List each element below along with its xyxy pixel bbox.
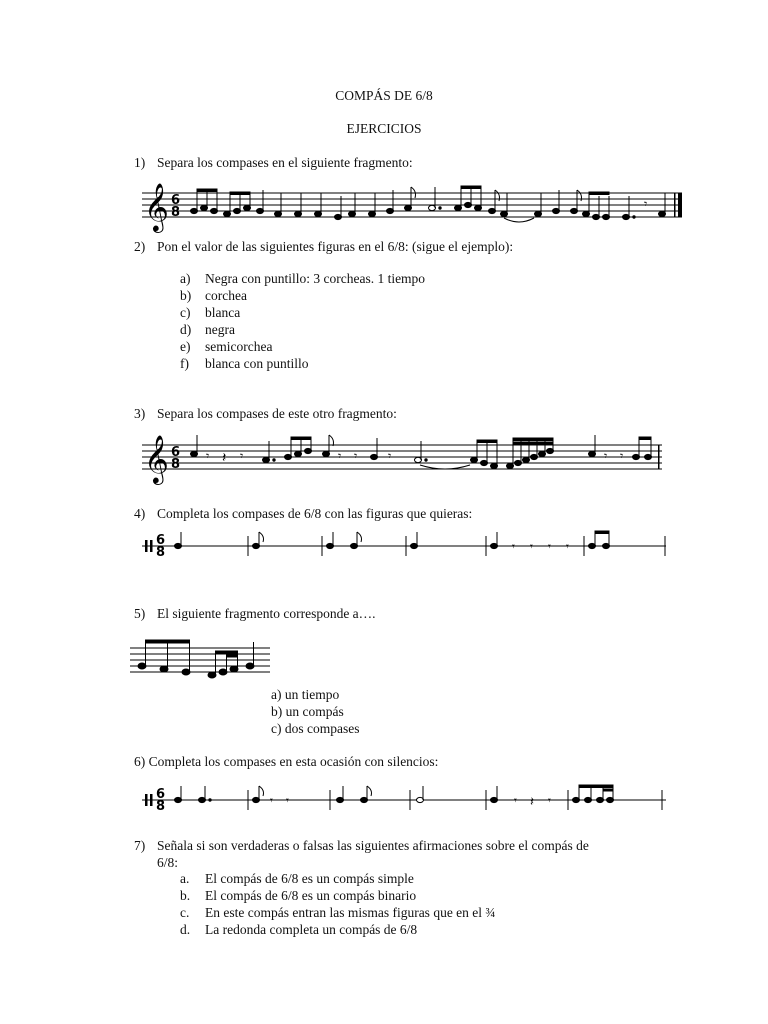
final-barline — [658, 445, 660, 469]
ex1-instruction: Separa los compases en el siguiente fragmento: — [157, 155, 413, 170]
ex5-option-a: a) un tiempo — [271, 687, 340, 702]
ex1-number: 1) — [134, 155, 146, 170]
svg-text:𝄾: 𝄾 — [388, 449, 392, 463]
svg-text:𝄾: 𝄾 — [644, 197, 648, 211]
ex3-instruction: Separa los compases de este otro fragmento: — [157, 406, 397, 421]
time-sig-top: 6 — [171, 445, 181, 460]
ex6-figures — [175, 785, 663, 810]
svg-text:𝄽: 𝄽 — [222, 450, 227, 466]
ex4-figures — [175, 531, 666, 556]
ex5-option-b: b) un compás — [271, 704, 344, 719]
ex4-instruction: Completa los compases de 6/8 con las figuras que quieras: — [157, 506, 473, 521]
ex6-instruction: 6) Completa los compases en esta ocasión con silencios: — [134, 754, 439, 769]
ex5-staff — [130, 636, 275, 686]
svg-text:𝄾: 𝄾 — [620, 449, 624, 463]
svg-text:𝄾: 𝄾 — [604, 449, 608, 463]
svg-text:𝄽: 𝄽 — [530, 795, 534, 810]
time-sig-bottom: 8 — [156, 799, 166, 814]
svg-text:𝄾: 𝄾 — [566, 540, 569, 553]
ex1-staff — [142, 178, 692, 238]
time-sig-top: 6 — [156, 787, 166, 802]
time-sig-bottom: 8 — [171, 457, 181, 472]
treble-clef-icon: 𝄞 — [144, 434, 169, 483]
ex4-number: 4) — [134, 506, 146, 521]
ex7-item-c: c. En este compás entran las mismas figuras que en el ¾ — [180, 905, 496, 920]
final-barline — [674, 193, 682, 217]
ex7-item-d: d. La redonda completa un compás de 6/8 — [180, 922, 418, 937]
time-sig-bottom: 8 — [171, 205, 181, 220]
ex2-item-f: f) blanca con puntillo — [180, 356, 309, 371]
page-subtitle: EJERCICIOS — [346, 121, 422, 136]
staff-lines — [142, 445, 662, 469]
time-sig-top: 6 — [171, 193, 181, 208]
ex6-rhythm-line — [142, 782, 682, 822]
svg-text:𝄾: 𝄾 — [548, 540, 551, 553]
ex7-instruction-line2: 6/8: — [157, 855, 179, 870]
svg-text:𝄾: 𝄾 — [530, 540, 533, 553]
svg-text:𝄾: 𝄾 — [354, 449, 358, 463]
time-sig-top: 6 — [156, 533, 166, 548]
svg-text:𝄾: 𝄾 — [548, 794, 551, 807]
ex2-item-c: c) blanca — [180, 305, 241, 320]
ex2-item-a: a) Negra con puntillo: 3 corcheas. 1 tiempo — [180, 271, 426, 286]
svg-text:𝄾: 𝄾 — [240, 449, 244, 463]
svg-text:𝄾: 𝄾 — [512, 540, 515, 553]
ex5-option-c: c) dos compases — [271, 721, 360, 736]
time-sig-bottom: 8 — [156, 545, 166, 560]
ex3-notes — [191, 435, 652, 469]
ex2-item-b: b) corchea — [180, 288, 247, 303]
ex7-number: 7) — [134, 838, 146, 853]
page-title: COMPÁS DE 6/8 — [335, 88, 433, 103]
ex5-instruction: El siguiente fragmento corresponde a…. — [157, 606, 376, 621]
ex2-instruction: Pon el valor de las siguientes figuras en el 6/8: (sigue el ejemplo): — [157, 239, 514, 254]
svg-text:𝄾: 𝄾 — [270, 794, 273, 807]
ex2-item-d: d) negra — [180, 322, 235, 337]
treble-clef-icon: 𝄞 — [144, 182, 169, 231]
svg-text:𝄾: 𝄾 — [514, 794, 517, 807]
ex3-number: 3) — [134, 406, 146, 421]
svg-text:𝄾: 𝄾 — [338, 449, 342, 463]
ex5-number: 5) — [134, 606, 146, 621]
ex4-rhythm-line — [142, 528, 682, 568]
svg-text:𝄾: 𝄾 — [286, 794, 289, 807]
ex7-item-b: b. El compás de 6/8 es un compás binario — [180, 888, 417, 903]
ex7-instruction-line1: Señala si son verdaderas o falsas las siguientes afirmaciones sobre el compás de — [157, 838, 589, 853]
ex3-staff — [142, 430, 692, 490]
ex2-item-e: e) semicorchea — [180, 339, 273, 354]
ex2-number: 2) — [134, 239, 146, 254]
ex7-item-a: a. El compás de 6/8 es un compás simple — [180, 871, 414, 886]
staff-lines — [142, 193, 682, 217]
svg-text:𝄾: 𝄾 — [206, 449, 210, 463]
